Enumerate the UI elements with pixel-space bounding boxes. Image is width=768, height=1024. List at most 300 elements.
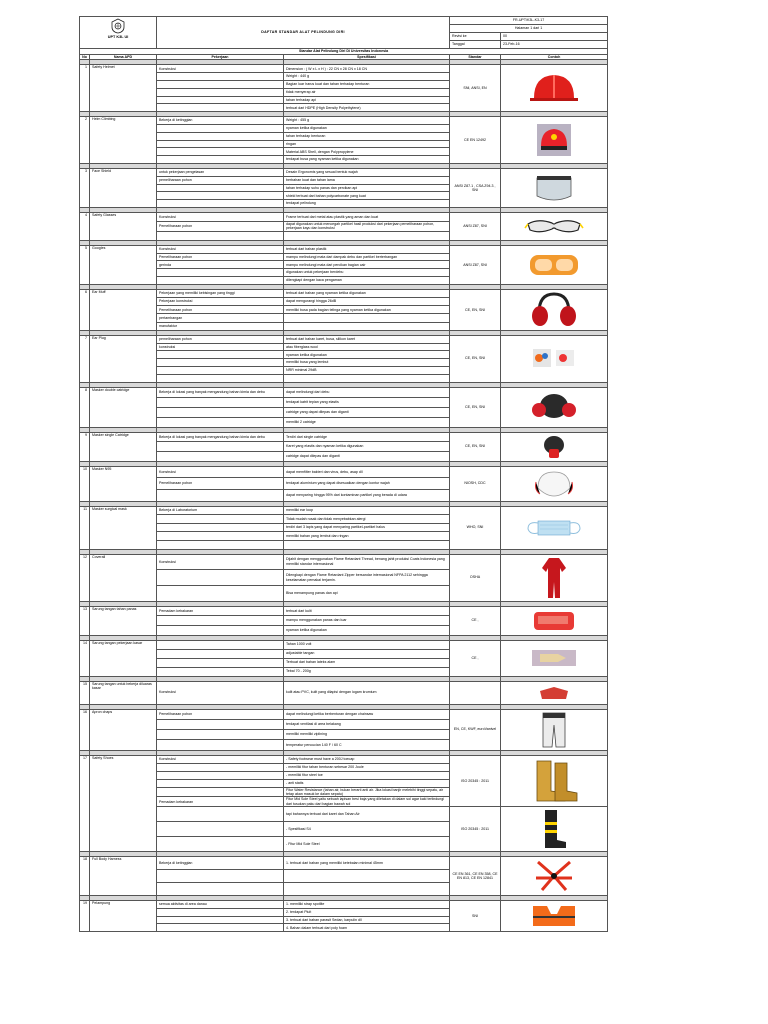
col-no: No [80, 55, 90, 60]
standard-cell: CE , [450, 640, 501, 676]
spec-cell: terdapat ventilasi di area belakang [284, 719, 450, 729]
item-name: Face Shield [90, 168, 157, 207]
item-name: Sarung tangan pekerjaan kasar [90, 640, 157, 676]
example-image [501, 807, 608, 852]
example-image [501, 901, 608, 932]
spec-cell: - Fitur Mid Sole Steel [284, 837, 450, 852]
spec-cell: Dilengkapi dengan Flame Retardant Zipper bersandar internasional NFPA 2112 sehingga keselamatan pemakai terjamin. [284, 570, 450, 586]
job-cell [157, 407, 284, 417]
page-title: DAFTAR STANDAR ALAT PELINDUNG DIRI [157, 17, 450, 49]
job-cell [157, 88, 284, 96]
job-cell: Konstruksi [157, 65, 284, 73]
table-row [80, 901, 608, 909]
spec-cell: catridge dapat dilepas dan diganti [284, 451, 450, 461]
spec-cell: terbuat dari bahan karet, busa, silikon karet [284, 335, 450, 343]
job-cell [157, 140, 284, 148]
example-image [501, 709, 608, 750]
standard-cell: WHO, SNI [450, 506, 501, 549]
job-cell [157, 451, 284, 461]
spec-cell: mampu melindungi mata dari percikan bagian cair [284, 261, 450, 269]
spec-cell [284, 314, 450, 322]
earmuff-icon [529, 291, 579, 329]
standard-cell: ANSI Z87, SNI [450, 212, 501, 240]
job-cell: Konstruksi [157, 245, 284, 253]
spec-cell: nyaman ketika digunakan [284, 625, 450, 635]
spec-cell: catridge yang dapat dilepas dan diganti [284, 407, 450, 417]
table-row [80, 335, 608, 343]
lifejacket-icon [527, 902, 581, 930]
table-row [80, 755, 608, 763]
job-cell [157, 870, 284, 883]
spec-cell: memiliki bahan yang lembut dan ringan [284, 532, 450, 541]
example-image [501, 857, 608, 896]
item-name: Safety Shoes [90, 755, 157, 852]
job-cell [157, 148, 284, 156]
surgical-mask-icon [524, 515, 584, 541]
spec-cell: - anti statis [284, 779, 450, 787]
ppe-table [79, 16, 608, 932]
table-row [80, 606, 608, 616]
spec-cell: nyaman ketika digunakan [284, 124, 450, 132]
job-cell [157, 73, 284, 81]
example-image [501, 506, 608, 549]
spec-cell: dapat menyaring hingga 95% dari kontaminan partikel yang berada di udara [284, 489, 450, 501]
job-cell: pertambangan [157, 314, 284, 322]
example-image [501, 640, 608, 676]
job-cell [157, 132, 284, 140]
spec-cell: nyaman ketika digunakan [284, 351, 450, 359]
glasses-icon [524, 214, 584, 238]
item-name: Masker N95 [90, 466, 157, 501]
job-cell [157, 417, 284, 427]
table-row [80, 387, 608, 397]
example-image [501, 117, 608, 164]
job-cell: Bekerja di ketinggian [157, 857, 284, 870]
example-image [501, 755, 608, 807]
job-cell: Pemeliharaan pohon [157, 221, 284, 231]
job-cell [157, 104, 284, 112]
standard-cell: ISO 20345 : 2011 [450, 807, 501, 852]
job-cell [157, 779, 284, 787]
logo-block [80, 17, 157, 49]
spec-cell: Dijahit dengan menggunakan Flame Retardant Thread, benang jahit produksi Coats Indonesia yang memiliki standar internasional [284, 554, 450, 570]
job-cell: Bekerja di ketinggian [157, 117, 284, 125]
job-cell: Pekerjaan konstruksi [157, 297, 284, 305]
job-cell [157, 649, 284, 658]
job-cell: Konstruksi [157, 212, 284, 221]
example-image [501, 554, 608, 601]
standard-cell: EN, CE, KWF, euroVanivel [450, 709, 501, 750]
job-cell: Pemadam kebakaran [157, 797, 284, 807]
spec-cell: Tahan 1000 volt [284, 640, 450, 649]
item-number: 7 [80, 335, 90, 382]
spec-cell [284, 870, 450, 883]
spec-cell: Bagian luar harus kuat dan tahan terhadap benturan [284, 81, 450, 89]
spec-cell: shield terbuat dari bahan polycarbonate yang kuat [284, 192, 450, 200]
job-cell [157, 231, 284, 240]
job-cell [157, 807, 284, 822]
spec-cell: Weight : 440 g [284, 73, 450, 81]
table-row [80, 554, 608, 570]
spec-cell: tahan terhadap suhu panas dan percikan api [284, 184, 450, 192]
job-cell [157, 787, 284, 797]
spec-cell: Terbuat dari bahan lateks alam [284, 658, 450, 667]
example-image [501, 432, 608, 461]
chaps-icon [539, 711, 569, 749]
spec-cell: dilengkapi dengan kaca pengaman [284, 276, 450, 284]
example-image [501, 335, 608, 382]
job-cell: pemeliharaan pohon [157, 335, 284, 343]
spec-cell [284, 231, 450, 240]
table-subtitle: Standar Alat Pelindung Diri Di Universitas Indonesia [80, 49, 608, 55]
rough-glove-icon [536, 683, 572, 703]
example-image [501, 245, 608, 284]
job-cell [157, 192, 284, 200]
job-cell [157, 570, 284, 586]
spec-cell: Material ABS Shell, dengan Polypropylene [284, 148, 450, 156]
item-name: Masker single Catridge [90, 432, 157, 461]
job-cell [157, 374, 284, 382]
job-cell: Konstruksi [157, 681, 284, 704]
job-cell: Konstruksi [157, 755, 284, 763]
spec-cell: memiliki 2 catridge [284, 417, 450, 427]
job-cell: semua aktivitas di area danau [157, 901, 284, 909]
fire-boots-icon [539, 808, 569, 850]
item-number: 1 [80, 65, 90, 112]
table-row [80, 289, 608, 297]
job-cell: Konstruksi [157, 554, 284, 570]
standard-cell: CE, EN, SNI [450, 335, 501, 382]
item-name: Coverall [90, 554, 157, 601]
item-name: Full Body Harness [90, 857, 157, 896]
job-cell: konstruksi [157, 343, 284, 351]
job-cell [157, 269, 284, 277]
climbing-helmet-icon [529, 122, 579, 158]
item-name: Sarung tangan tahan panas [90, 606, 157, 635]
standard-cell: CE, EN, SNI [450, 432, 501, 461]
job-cell [157, 442, 284, 452]
spec-cell: NRR minimal 29dB [284, 366, 450, 374]
job-cell: Konstruksi [157, 466, 284, 478]
spec-cell: - memiliki fitur tahan benturan sebesar 200 Joule [284, 763, 450, 771]
spec-cell: adjustable tangan [284, 649, 450, 658]
item-number: 6 [80, 289, 90, 330]
earplug-icon [529, 346, 579, 372]
standard-cell: SNI [450, 901, 501, 932]
job-cell [157, 184, 284, 192]
example-image [501, 168, 608, 207]
col-standard: Standar [450, 55, 501, 60]
spec-cell: memiliki busa yang lembut [284, 359, 450, 367]
col-example: Contoh [501, 55, 608, 60]
respirator-icon [527, 390, 581, 424]
job-cell [157, 616, 284, 626]
ppe-standards-sheet [79, 16, 607, 932]
spec-cell: terdiri dari 3 lapis yang dapat menyaring partikel-partikel halus [284, 523, 450, 532]
spec-cell: terdapat katrit tepian yang elastis [284, 397, 450, 407]
spec-cell: ringan [284, 140, 450, 148]
spec-cell: 1. terbuat dari bahan yang memiliki ketebalan minimal 45mm [284, 857, 450, 870]
table-row [80, 212, 608, 221]
job-cell: Pekerjaan yang memiliki kebisingan yang tinggi [157, 289, 284, 297]
boots-icon [529, 759, 579, 803]
item-number: 15 [80, 681, 90, 704]
doc-code: FR-UPT/K3L-K3-17 [450, 17, 608, 25]
item-number: 5 [80, 245, 90, 284]
spec-cell: Karet yang elastis dan nyaman ketika digunakan [284, 442, 450, 452]
job-cell: Bekerja di lokasi yang banyak mengandung bahan kimia dan debu [157, 387, 284, 397]
spec-cell: - memiliki fitur steel toe [284, 771, 450, 779]
job-cell [157, 366, 284, 374]
spec-cell: dapat mengurangi hingga 26dB [284, 297, 450, 305]
job-cell [157, 200, 284, 208]
standard-cell: CE , [450, 606, 501, 635]
job-cell [157, 771, 284, 779]
table-row [80, 640, 608, 649]
example-image [501, 65, 608, 112]
table-row [80, 432, 608, 442]
item-name: Ear Muff [90, 289, 157, 330]
face-shield-icon [529, 172, 579, 204]
table-row [80, 466, 608, 478]
table-row [80, 857, 608, 870]
example-image [501, 212, 608, 240]
spec-cell: terbuat dari HDPE (High Density Polyethylene) [284, 104, 450, 112]
item-name: Pelampung [90, 901, 157, 932]
spec-cell: dapat digunakan untuk mencegah partikel hasil produksi dari pekerjaan pemeliharaan pohon, pekerjaan kayu dan konstruksi [284, 221, 450, 231]
job-cell [157, 730, 284, 740]
job-cell [157, 640, 284, 649]
page-count: Halaman 1 dari 1 [450, 25, 608, 33]
spec-cell: Frame terbuat dari metal atau plastik yang aman dan kuat [284, 212, 450, 221]
unit-label: UPT K3L UI [107, 35, 129, 39]
spec-cell: mampu menggunakan panas dan luar [284, 616, 450, 626]
single-mask-icon [537, 434, 571, 460]
spec-cell: Fitur Mid Sole Steel yaitu sebuah lapisan besi baja yang diletakan di dalam sol agar kaki terlindungi dari tusukan paku dari bagian bawah sol [284, 797, 450, 807]
job-cell: pemeliharaan pohon [157, 176, 284, 184]
spec-cell: memiliki busa pada bagian telinga yang nyaman ketika digunakan [284, 306, 450, 314]
date-label: Tanggal [450, 41, 501, 49]
job-cell [157, 96, 284, 104]
spec-cell: Tidak mudah rusak dan tidak menyebabkan alergi [284, 515, 450, 524]
spec-cell: - Safety footwear must have a 200J toecap [284, 755, 450, 763]
spec-cell: digunakan untuk pekerjaan berdebu [284, 269, 450, 277]
revision-value: 00 [501, 33, 608, 41]
item-number: 18 [80, 857, 90, 896]
job-cell: manufaktur [157, 322, 284, 330]
table-row [80, 681, 608, 704]
spec-cell: 3. terbuat dari bahan parasit Sedan, karpulin dll [284, 916, 450, 924]
job-cell [157, 124, 284, 132]
spec-cell [284, 374, 450, 382]
job-cell [157, 359, 284, 367]
spec-cell: dapat memfilter bakteri dan virus, debu, asap dll [284, 466, 450, 478]
spec-cell: tahan terhadap benturan [284, 132, 450, 140]
job-cell [157, 667, 284, 676]
standard-cell: CE, EN, SNI [450, 387, 501, 427]
example-image [501, 289, 608, 330]
spec-cell: berbahan kuat dan tahan lama [284, 176, 450, 184]
item-number: 14 [80, 640, 90, 676]
item-name: Sarung tangan untuk bekerja diluaras kasar [90, 681, 157, 704]
item-number: 3 [80, 168, 90, 207]
spec-cell: tahan terhadap api [284, 96, 450, 104]
date-value: 23-Feb-16 [501, 41, 608, 49]
item-number: 2 [80, 117, 90, 164]
item-name: Safety Glasses [90, 212, 157, 240]
table-row [80, 117, 608, 125]
spec-cell: terdapat busa yang nyaman ketika digunakan [284, 156, 450, 164]
job-cell [157, 276, 284, 284]
standard-cell: ANSI Z87, SNI [450, 245, 501, 284]
standard-cell: OSHA [450, 554, 501, 601]
example-image [501, 387, 608, 427]
standard-cell: SNI, ANSI, EN [450, 65, 501, 112]
spec-cell: Bisa menampung panas dan api [284, 585, 450, 601]
work-glove-icon [528, 644, 580, 672]
job-cell [157, 585, 284, 601]
goggles-icon [526, 247, 582, 283]
item-name: Apron chaps [90, 709, 157, 750]
spec-cell: temperatur pencucian 140 F / 60 C [284, 740, 450, 750]
table-row [80, 65, 608, 73]
spec-cell: Fitur Water Resistance (tahan air, bukan berarti anti air. Jika lokasi banjir melebihi tinggi sepatu, air tetap akan masuk ke dalam sepatu) [284, 787, 450, 797]
table-row [80, 807, 608, 822]
n95-icon [532, 468, 576, 500]
job-cell [157, 523, 284, 532]
spec-cell: memiliki ear loop [284, 506, 450, 515]
job-cell [157, 351, 284, 359]
item-number: 13 [80, 606, 90, 635]
item-number: 19 [80, 901, 90, 932]
job-cell: Pemeliharaan pohon [157, 709, 284, 719]
job-cell [157, 908, 284, 916]
item-number: 10 [80, 466, 90, 501]
standard-cell: NIOSH, CDC [450, 466, 501, 501]
item-number: 4 [80, 212, 90, 240]
table-row [80, 709, 608, 719]
spec-cell: mampu melindungi mata dari dampak debu dan partikel berterbangan [284, 253, 450, 261]
spec-cell: 2. terdapat Pluit [284, 908, 450, 916]
spec-cell: Terdiri dari single catridge [284, 432, 450, 442]
item-name: Masker double catridge [90, 387, 157, 427]
university-logo-icon [111, 18, 125, 34]
spec-cell: dapat melindungi dari debu [284, 387, 450, 397]
spec-cell: memiliki memiliki ziplining [284, 730, 450, 740]
job-cell [157, 532, 284, 541]
item-name: Googles [90, 245, 157, 284]
spec-cell: terdapat pelindung [284, 200, 450, 208]
item-number: 11 [80, 506, 90, 549]
item-number: 12 [80, 554, 90, 601]
spec-cell: tapi bahannya terbuat dari karet dan Tahan Air [284, 807, 450, 822]
standard-cell [450, 681, 501, 704]
spec-cell [284, 883, 450, 896]
job-cell [157, 81, 284, 89]
spec-cell: Tebal 70 - 200g [284, 667, 450, 676]
job-cell [157, 625, 284, 635]
example-image [501, 606, 608, 635]
job-cell: Bekerja di Laboratorium [157, 506, 284, 515]
standard-cell: CE EN 12492 [450, 117, 501, 164]
spec-cell: 1. memiliki strap spotlite [284, 901, 450, 909]
spec-cell: - Spesifikasi S4 [284, 822, 450, 837]
job-cell: Pemeliharaan pohon [157, 478, 284, 490]
coverall-icon [539, 556, 569, 600]
job-cell [157, 397, 284, 407]
job-cell [157, 740, 284, 750]
spec-cell: terdapat aluminium yang dapat disesuaikan dengan kontur wajah [284, 478, 450, 490]
job-cell [157, 515, 284, 524]
example-image [501, 681, 608, 704]
item-number: 9 [80, 432, 90, 461]
spec-cell: kulit atau PVC, kulit yang dilapisi dengan logam krumium [284, 681, 450, 704]
item-name: Helm Climbing [90, 117, 157, 164]
job-cell: gerinda [157, 261, 284, 269]
item-name: Safety Helmet [90, 65, 157, 112]
job-cell [157, 916, 284, 924]
item-number: 8 [80, 387, 90, 427]
table-row [80, 245, 608, 253]
spec-cell [284, 540, 450, 549]
job-cell [157, 822, 284, 837]
item-name: Masker surgical mask [90, 506, 157, 549]
job-cell [157, 837, 284, 852]
job-cell: Pemeliharaan pohon [157, 306, 284, 314]
example-image [501, 466, 608, 501]
item-number: 17 [80, 755, 90, 852]
job-cell [157, 883, 284, 896]
table-row [80, 506, 608, 515]
col-spec: Spesifikasi [284, 55, 450, 60]
spec-cell: dapat melindungi ketika berbenturan dengan chainsaw [284, 709, 450, 719]
job-cell [157, 719, 284, 729]
job-cell [157, 156, 284, 164]
standard-cell: ANSI Z87.1 , CSA Z94.3 , SNI [450, 168, 501, 207]
spec-cell: terbuat dari bahan yang nyaman ketika digunakan [284, 289, 450, 297]
job-cell [157, 658, 284, 667]
standard-cell: ISO 20345 : 2011 [450, 755, 501, 807]
job-cell [157, 540, 284, 549]
job-cell [157, 763, 284, 771]
spec-cell: atau fiberglass wool [284, 343, 450, 351]
job-cell: untuk pekerjaan pengelasan [157, 168, 284, 176]
helmet-icon [526, 70, 582, 106]
job-cell: Pemadam kebakaran [157, 606, 284, 616]
job-cell [157, 924, 284, 932]
table-row [80, 168, 608, 176]
standard-cell: CE EN 361, CE EN 358, CE EN 813, CE EN 12841 [450, 857, 501, 896]
spec-cell: Weight : 455 g [284, 117, 450, 125]
spec-cell: terbuat dari kulit [284, 606, 450, 616]
spec-cell [284, 322, 450, 330]
harness-icon [528, 858, 580, 894]
spec-cell: 4. Bahan dalam terbuat dari poly foam [284, 924, 450, 932]
job-cell [157, 489, 284, 501]
standard-cell: CE, EN, SNI [450, 289, 501, 330]
spec-cell: Dimension : ( W x L x H ) : 22 CN x 28 CN x 18 CN [284, 65, 450, 73]
item-number: 16 [80, 709, 90, 750]
heat-glove-icon [528, 608, 580, 634]
job-cell: Pemeliharaan pohon [157, 253, 284, 261]
col-job: Pekerjaan [157, 55, 284, 60]
spec-cell: Desain Ergonomis yang sesuai bentuk wajah [284, 168, 450, 176]
job-cell: Bekerja di lokasi yang banyak mengandung bahan kimia dan debu [157, 432, 284, 442]
revision-label: Revisi ke [450, 33, 501, 41]
item-name: Ear Plug [90, 335, 157, 382]
col-name: Nama APD [90, 55, 157, 60]
spec-cell: tidak menyerap air [284, 88, 450, 96]
